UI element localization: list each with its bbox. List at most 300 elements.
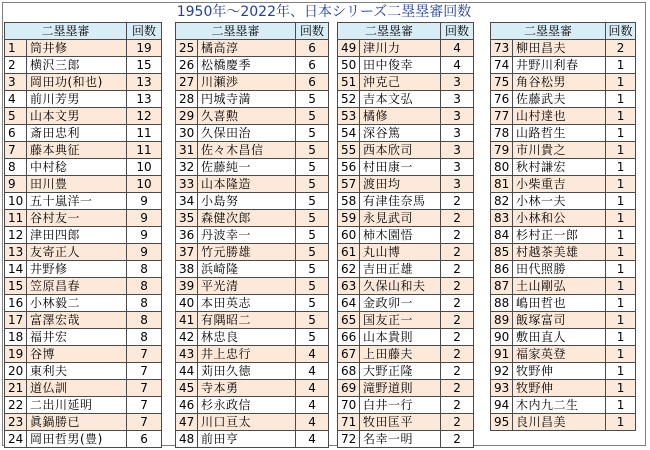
table-row [176, 210, 329, 227]
umpire-name-cell: 木内九二生 [513, 397, 606, 414]
count-cell: 8 [127, 261, 162, 278]
table-row [338, 312, 474, 329]
umpire-name-cell: 柿木園悟 [360, 227, 441, 244]
umpire-name-cell: 土山剛弘 [513, 278, 606, 295]
count-cell: 1 [606, 210, 636, 227]
rank-cell: 79 [491, 142, 513, 159]
umpire-name-cell: 川瀬渉 [198, 74, 296, 91]
count-cell: 6 [296, 57, 329, 74]
umpire-name-cell: 岡田哲男(豊) [27, 431, 127, 448]
name-header: 二塁塁審 [338, 23, 441, 40]
table-row [5, 397, 162, 414]
count-cell: 8 [127, 278, 162, 295]
count-cell: 6 [296, 40, 329, 57]
rank-cell: 62 [338, 261, 360, 278]
rank-cell: 71 [338, 414, 360, 431]
umpire-name-cell: 白井一行 [360, 397, 441, 414]
rank-cell: 70 [338, 397, 360, 414]
table-row [491, 57, 636, 74]
table-row [5, 414, 162, 431]
count-cell: 2 [441, 261, 474, 278]
count-cell: 4 [441, 57, 474, 74]
count-cell: 1 [606, 125, 636, 142]
umpire-name-cell: 筒井修 [27, 40, 127, 57]
count-cell: 1 [606, 278, 636, 295]
umpire-name-cell: 小林毅二 [27, 295, 127, 312]
table-row [5, 74, 162, 91]
table-row [491, 142, 636, 159]
rank-cell: 24 [5, 431, 27, 448]
count-cell: 1 [606, 312, 636, 329]
umpire-name-cell: 福家英登 [513, 346, 606, 363]
count-cell: 2 [441, 346, 474, 363]
umpire-name-cell: 谷村友一 [27, 210, 127, 227]
umpire-name-cell: 金政卯一 [360, 295, 441, 312]
count-cell: 5 [296, 278, 329, 295]
count-cell: 2 [441, 397, 474, 414]
rank-cell: 64 [338, 295, 360, 312]
count-cell: 8 [127, 312, 162, 329]
rank-cell: 49 [338, 40, 360, 57]
count-cell: 2 [441, 210, 474, 227]
count-cell: 4 [296, 414, 329, 431]
umpire-name-cell: 名幸一明 [360, 431, 441, 448]
table-row [338, 40, 474, 57]
umpire-name-cell: 山本貴則 [360, 329, 441, 346]
rank-cell: 33 [176, 176, 198, 193]
rank-cell: 41 [176, 312, 198, 329]
rank-cell: 10 [5, 193, 27, 210]
rank-cell: 72 [338, 431, 360, 448]
count-cell: 2 [441, 431, 474, 448]
table-row [338, 193, 474, 210]
count-header: 回数 [296, 23, 329, 40]
count-cell: 3 [441, 108, 474, 125]
rank-cell: 6 [5, 125, 27, 142]
rank-cell: 23 [5, 414, 27, 431]
count-cell: 1 [606, 261, 636, 278]
name-header: 二塁塁審 [5, 23, 127, 40]
header-row [491, 23, 636, 40]
umpire-name-cell: 本田英志 [198, 295, 296, 312]
rank-cell: 3 [5, 74, 27, 91]
header-row [338, 23, 474, 40]
umpire-name-cell: 道仏訓 [27, 380, 127, 397]
count-cell: 1 [606, 363, 636, 380]
table-row [338, 227, 474, 244]
rank-cell: 40 [176, 295, 198, 312]
rank-cell: 2 [5, 57, 27, 74]
umpire-name-cell: 嶋田哲也 [513, 295, 606, 312]
count-cell: 3 [441, 125, 474, 142]
table-row [491, 261, 636, 278]
rank-cell: 29 [176, 108, 198, 125]
umpire-name-cell: 森健次郎 [198, 210, 296, 227]
table-row [5, 193, 162, 210]
count-cell: 1 [606, 57, 636, 74]
rank-cell: 39 [176, 278, 198, 295]
umpire-name-cell: 渡田均 [360, 176, 441, 193]
rank-cell: 20 [5, 363, 27, 380]
umpire-name-cell: 前川芳男 [27, 91, 127, 108]
count-cell: 1 [606, 176, 636, 193]
umpire-name-cell: 杉永政信 [198, 397, 296, 414]
umpire-name-cell: 浜崎隆 [198, 261, 296, 278]
umpire-name-cell: 敷田直人 [513, 329, 606, 346]
rank-cell: 63 [338, 278, 360, 295]
table-row [176, 227, 329, 244]
table-row [176, 176, 329, 193]
table-row [176, 142, 329, 159]
count-cell: 5 [296, 91, 329, 108]
table-row [176, 431, 329, 448]
table-row [491, 210, 636, 227]
table-row [491, 91, 636, 108]
table-row [338, 159, 474, 176]
umpire-name-cell: 沖克己 [360, 74, 441, 91]
count-cell: 5 [296, 193, 329, 210]
rank-cell: 22 [5, 397, 27, 414]
rank-cell: 27 [176, 74, 198, 91]
rank-cell: 50 [338, 57, 360, 74]
rank-cell: 16 [5, 295, 27, 312]
rank-cell: 61 [338, 244, 360, 261]
count-cell: 3 [441, 159, 474, 176]
count-cell: 5 [296, 295, 329, 312]
count-cell: 13 [127, 74, 162, 91]
rank-cell: 5 [5, 108, 27, 125]
rank-cell: 47 [176, 414, 198, 431]
count-cell: 9 [127, 244, 162, 261]
rank-cell: 68 [338, 363, 360, 380]
count-cell: 3 [441, 74, 474, 91]
count-cell: 5 [296, 176, 329, 193]
umpire-name-cell: 吉本文弘 [360, 91, 441, 108]
count-cell: 5 [296, 261, 329, 278]
rank-cell: 55 [338, 142, 360, 159]
table-row [5, 278, 162, 295]
umpire-name-cell: 杉村正一郎 [513, 227, 606, 244]
rank-cell: 26 [176, 57, 198, 74]
count-cell: 1 [606, 397, 636, 414]
count-cell: 19 [127, 40, 162, 57]
umpire-name-cell: 上田藤夫 [360, 346, 441, 363]
table-row [338, 363, 474, 380]
table-row [338, 74, 474, 91]
count-cell: 2 [606, 40, 636, 57]
umpire-name-cell: 川口亘太 [198, 414, 296, 431]
table-row [338, 108, 474, 125]
rank-cell: 66 [338, 329, 360, 346]
rank-cell: 95 [491, 414, 513, 431]
table-row [338, 346, 474, 363]
umpire-name-cell: 丹波幸一 [198, 227, 296, 244]
table-row [5, 176, 162, 193]
table-row [491, 108, 636, 125]
umpire-name-cell: 五十嵐洋一 [27, 193, 127, 210]
rank-cell: 67 [338, 346, 360, 363]
rank-cell: 80 [491, 159, 513, 176]
name-header: 二塁塁審 [176, 23, 296, 40]
umpire-name-cell: 永見武司 [360, 210, 441, 227]
rank-cell: 8 [5, 159, 27, 176]
table-row [176, 414, 329, 431]
umpire-name-cell: 田中俊幸 [360, 57, 441, 74]
rank-cell: 52 [338, 91, 360, 108]
rank-cell: 94 [491, 397, 513, 414]
umpire-name-cell: 津田四郎 [27, 227, 127, 244]
umpire-name-cell: 笠原昌春 [27, 278, 127, 295]
umpire-name-cell: 友寄正人 [27, 244, 127, 261]
count-header: 回数 [606, 23, 636, 40]
rank-cell: 13 [5, 244, 27, 261]
rank-cell: 91 [491, 346, 513, 363]
header-row [176, 23, 329, 40]
count-cell: 5 [296, 329, 329, 346]
count-cell: 1 [606, 91, 636, 108]
umpire-name-cell: 佐藤武夫 [513, 91, 606, 108]
table-row [338, 244, 474, 261]
table-row [5, 227, 162, 244]
table-row [491, 227, 636, 244]
rank-cell: 37 [176, 244, 198, 261]
umpire-name-cell: 円城寺満 [198, 91, 296, 108]
rank-cell: 42 [176, 329, 198, 346]
rank-cell: 74 [491, 57, 513, 74]
rank-cell: 17 [5, 312, 27, 329]
table-row [176, 74, 329, 91]
rank-cell: 56 [338, 159, 360, 176]
umpire-name-cell: 牧田匡平 [360, 414, 441, 431]
rank-cell: 14 [5, 261, 27, 278]
count-cell: 7 [127, 397, 162, 414]
umpire-name-cell: 林忠良 [198, 329, 296, 346]
count-cell: 1 [606, 159, 636, 176]
count-header: 回数 [441, 23, 474, 40]
table-row [5, 329, 162, 346]
umpire-name-cell: 西本欣司 [360, 142, 441, 159]
count-cell: 7 [127, 346, 162, 363]
table-row [5, 261, 162, 278]
umpire-name-cell: 佐藤純一 [198, 159, 296, 176]
umpire-name-cell: 久保山和夫 [360, 278, 441, 295]
table-row [5, 40, 162, 57]
count-cell: 4 [296, 431, 329, 448]
name-header: 二塁塁審 [491, 23, 606, 40]
umpire-name-cell: 二出川延明 [27, 397, 127, 414]
count-cell: 1 [606, 193, 636, 210]
count-cell: 3 [441, 176, 474, 193]
rank-cell: 73 [491, 40, 513, 57]
count-cell: 5 [296, 159, 329, 176]
umpire-name-cell: 小林和公 [513, 210, 606, 227]
umpire-name-cell: 良川昌美 [513, 414, 606, 431]
umpire-name-cell: 藤本典征 [27, 142, 127, 159]
count-cell: 11 [127, 125, 162, 142]
rank-cell: 60 [338, 227, 360, 244]
rank-cell: 35 [176, 210, 198, 227]
rank-cell: 30 [176, 125, 198, 142]
table-row [5, 142, 162, 159]
rank-cell: 86 [491, 261, 513, 278]
count-cell: 2 [441, 193, 474, 210]
umpire-name-cell: 山本文男 [27, 108, 127, 125]
table-row [176, 363, 329, 380]
count-cell: 9 [127, 210, 162, 227]
rank-cell: 65 [338, 312, 360, 329]
count-cell: 3 [441, 142, 474, 159]
count-cell: 1 [606, 329, 636, 346]
count-cell: 2 [441, 329, 474, 346]
rank-cell: 83 [491, 210, 513, 227]
rank-cell: 46 [176, 397, 198, 414]
count-cell: 8 [127, 295, 162, 312]
rank-cell: 57 [338, 176, 360, 193]
table-row [338, 176, 474, 193]
umpire-name-cell: 橘高淳 [198, 40, 296, 57]
count-cell: 1 [606, 108, 636, 125]
count-cell: 1 [606, 346, 636, 363]
count-cell: 2 [441, 312, 474, 329]
table-row [491, 329, 636, 346]
umpire-name-cell: 福井宏 [27, 329, 127, 346]
table-row [176, 40, 329, 57]
umpire-name-cell: 中村稔 [27, 159, 127, 176]
umpire-name-cell: 秋村謙宏 [513, 159, 606, 176]
rank-cell: 43 [176, 346, 198, 363]
count-cell: 5 [296, 244, 329, 261]
table-row [491, 414, 636, 431]
umpire-name-cell: 有隅昭二 [198, 312, 296, 329]
count-cell: 1 [606, 74, 636, 91]
umpire-name-cell: 滝野道則 [360, 380, 441, 397]
rank-cell: 25 [176, 40, 198, 57]
table-row [491, 397, 636, 414]
rank-cell: 53 [338, 108, 360, 125]
table-row [176, 295, 329, 312]
rank-cell: 93 [491, 380, 513, 397]
table-row [338, 431, 474, 448]
table-row [491, 346, 636, 363]
umpire-name-cell: 大野正隆 [360, 363, 441, 380]
umpire-name-cell: 山本隆造 [198, 176, 296, 193]
umpire-name-cell: 小島努 [198, 193, 296, 210]
table-row [338, 261, 474, 278]
umpire-name-cell: 吉田正雄 [360, 261, 441, 278]
rank-cell: 89 [491, 312, 513, 329]
table-row [5, 244, 162, 261]
table-row [491, 278, 636, 295]
rank-cell: 21 [5, 380, 27, 397]
count-cell: 12 [127, 108, 162, 125]
table-row [338, 142, 474, 159]
rank-cell: 51 [338, 74, 360, 91]
umpire-name-cell: 佐々木昌信 [198, 142, 296, 159]
umpire-name-cell: 柳田昌夫 [513, 40, 606, 57]
umpire-name-cell: 眞鍋勝已 [27, 414, 127, 431]
rank-cell: 84 [491, 227, 513, 244]
table-row [5, 346, 162, 363]
table-row [176, 193, 329, 210]
count-cell: 4 [296, 346, 329, 363]
umpire-table-4 [490, 22, 636, 431]
count-cell: 15 [127, 57, 162, 74]
page-title: 1950年〜2022年、日本シリーズ二塁塁審回数 [176, 4, 472, 20]
count-cell: 1 [606, 142, 636, 159]
count-cell: 5 [296, 142, 329, 159]
umpire-name-cell: 東利夫 [27, 363, 127, 380]
table-row [176, 159, 329, 176]
table-row [176, 261, 329, 278]
table-row [176, 312, 329, 329]
table-row [176, 346, 329, 363]
rank-cell: 90 [491, 329, 513, 346]
count-cell: 6 [296, 74, 329, 91]
count-cell: 7 [127, 414, 162, 431]
table-row [491, 176, 636, 193]
table-row [5, 108, 162, 125]
rank-cell: 1 [5, 40, 27, 57]
rank-cell: 19 [5, 346, 27, 363]
count-cell: 9 [127, 193, 162, 210]
count-cell: 10 [127, 176, 162, 193]
umpire-name-cell: 小柴重吉 [513, 176, 606, 193]
count-cell: 1 [606, 380, 636, 397]
umpire-name-cell: 前田亨 [198, 431, 296, 448]
table-row [338, 414, 474, 431]
count-cell: 2 [441, 363, 474, 380]
count-header: 回数 [127, 23, 162, 40]
umpire-name-cell: 井野川利春 [513, 57, 606, 74]
table-row [5, 380, 162, 397]
count-cell: 2 [441, 278, 474, 295]
table-row [491, 125, 636, 142]
rank-cell: 59 [338, 210, 360, 227]
rank-cell: 45 [176, 380, 198, 397]
umpire-name-cell: 村越茶美雄 [513, 244, 606, 261]
umpire-name-cell: 津川力 [360, 40, 441, 57]
rank-cell: 76 [491, 91, 513, 108]
table-row [491, 40, 636, 57]
table-row [176, 278, 329, 295]
count-cell: 13 [127, 91, 162, 108]
count-cell: 9 [127, 227, 162, 244]
umpire-name-cell: 田代照勝 [513, 261, 606, 278]
table-row [491, 193, 636, 210]
rank-cell: 85 [491, 244, 513, 261]
table-row [5, 431, 162, 448]
umpire-name-cell: 丸山博 [360, 244, 441, 261]
umpire-name-cell: 富澤宏哉 [27, 312, 127, 329]
rank-cell: 9 [5, 176, 27, 193]
count-cell: 1 [606, 244, 636, 261]
table-row [5, 210, 162, 227]
table-row [491, 312, 636, 329]
rank-cell: 4 [5, 91, 27, 108]
table-row [491, 74, 636, 91]
umpire-name-cell: 久喜勲 [198, 108, 296, 125]
rank-cell: 75 [491, 74, 513, 91]
umpire-table-1 [4, 22, 162, 448]
rank-cell: 48 [176, 431, 198, 448]
table-row [338, 210, 474, 227]
table-row [338, 91, 474, 108]
umpire-table-2 [175, 22, 329, 448]
umpire-name-cell: 有津佳奈馬 [360, 193, 441, 210]
umpire-name-cell: 山村達也 [513, 108, 606, 125]
umpire-table-3 [337, 22, 474, 448]
rank-cell: 18 [5, 329, 27, 346]
